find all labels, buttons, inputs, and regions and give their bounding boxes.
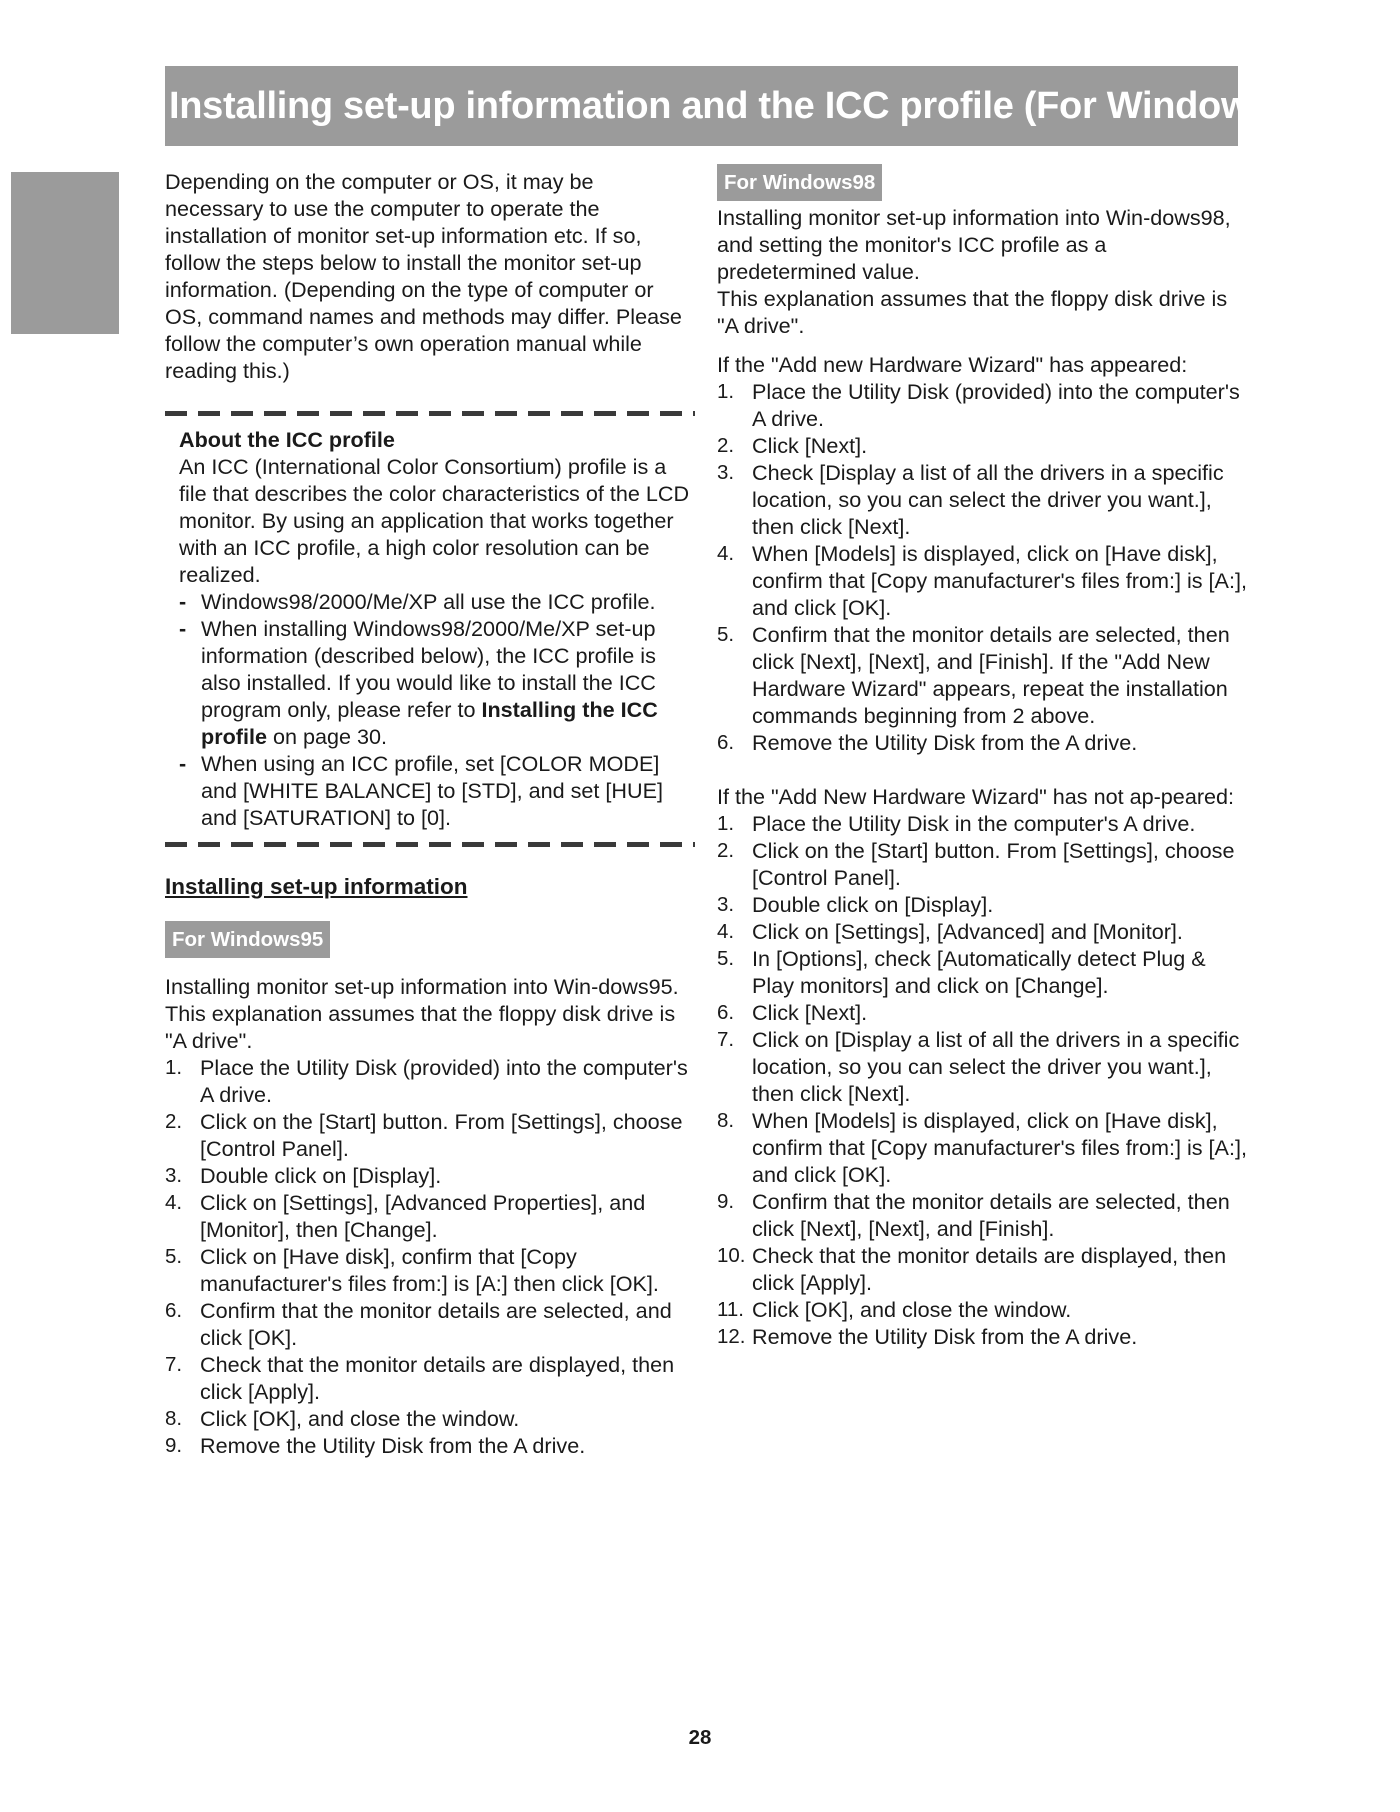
step-text: Check that the monitor details are displayed, then click [Apply]. (752, 1243, 1227, 1295)
step-item (717, 999, 1247, 1026)
step-item (717, 729, 1247, 756)
step-item (717, 1107, 1247, 1188)
step-item (717, 918, 1247, 945)
icc-bullet: - When using an ICC profile, set [COLOR MODE] and [WHITE BALANCE] to [STD], and set [HUE] and [SATURATION] to [0]. (179, 750, 695, 831)
step-text: Click [Next]. (752, 433, 868, 458)
step-text: When [Models] is displayed, click on [Have disk], confirm that [Copy manufacturer's files from:] is [A:], and click [OK]. (752, 541, 1247, 620)
step-item (165, 1297, 695, 1351)
win95-steps (165, 1054, 695, 1459)
step-number: 5. (717, 947, 735, 970)
icc-box-title: About the ICC profile (179, 427, 395, 452)
step-text: Double click on [Display]. (752, 892, 994, 917)
step-item (717, 540, 1247, 621)
step-number: 12. (717, 1325, 746, 1348)
step-item (717, 891, 1247, 918)
step-item (165, 1243, 695, 1297)
win98-case-wizard-not-appeared: If the "Add New Hardware Wizard" has not ap-peared: (717, 784, 1235, 809)
win95-drive-note: This explanation assumes that the floppy disk drive is "A drive". (165, 1001, 676, 1053)
step-item (717, 378, 1247, 432)
step-number: 4. (717, 920, 735, 943)
win95-intro: Installing monitor set-up information into Win-dows95. (165, 974, 679, 999)
section-heading: Installing set-up information (165, 874, 468, 899)
step-number: 7. (165, 1353, 183, 1376)
step-number: 1. (717, 812, 735, 835)
win98-intro: Installing monitor set-up information into Win-dows98, and setting the monitor's ICC profile as a predetermined value. (717, 205, 1231, 284)
step-item (717, 459, 1247, 540)
step-number: 2. (165, 1110, 183, 1133)
step-item (165, 1162, 695, 1189)
step-item (717, 945, 1247, 999)
windows98-badge: For Windows98 (717, 164, 882, 201)
step-number: 11. (717, 1298, 744, 1321)
step-text: Click on the [Start] button. From [Settings], choose [Control Panel]. (200, 1109, 683, 1161)
step-text: Confirm that the monitor details are selected, then click [Next], [Next], and [Finish]. If the "Add New Hardware Wizard" appears, repeat the installation commands beginning from 2 above. (752, 622, 1230, 728)
win98-case-wizard-appeared: If the "Add new Hardware Wizard" has appeared: (717, 352, 1188, 377)
step-item (717, 1188, 1247, 1242)
step-text: Click on the [Start] button. From [Settings], choose [Control Panel]. (752, 838, 1235, 890)
step-text: Click on [Settings], [Advanced Properties], and [Monitor], then [Change]. (200, 1190, 646, 1242)
step-text: Click on [Have disk], confirm that [Copy manufacturer's files from:] is [A:] then click [OK]. (200, 1244, 659, 1296)
step-text: Click [OK], and close the window. (752, 1297, 1072, 1322)
step-number: 5. (717, 623, 735, 646)
step-number: 1. (165, 1056, 183, 1079)
step-number: 3. (717, 461, 735, 484)
step-item (165, 1108, 695, 1162)
step-number: 6. (717, 1001, 735, 1024)
icc-profile-box (165, 416, 695, 842)
step-item (717, 837, 1247, 891)
win98-steps-wizard-appeared (717, 378, 1247, 756)
icc-page-reference: Installing the ICC profile (201, 697, 658, 749)
windows95-badge: For Windows95 (165, 921, 330, 958)
step-item (717, 432, 1247, 459)
win98-drive-note: This explanation assumes that the floppy disk drive is "A drive". (717, 286, 1228, 338)
step-number: 2. (717, 839, 735, 862)
left-column (165, 168, 695, 1459)
side-tab-marker (11, 172, 119, 334)
icc-bullet: - When installing Windows98/2000/Me/XP set-up information (described below), the ICC profile is also installed. If you would like to install the ICC program only, please refer to Installing the ICC profile on page 30. (179, 615, 695, 750)
icc-box-body: An ICC (International Color Consortium) profile is a file that describes the color characteristics of the LCD monitor. By using an application that works together with an ICC profile, a high color resolution can be realized. (179, 454, 690, 587)
step-item (717, 1296, 1247, 1323)
step-text: Check [Display a list of all the drivers in a specific location, so you can select the driver you want.], then click [Next]. (752, 460, 1224, 539)
win98-steps-wizard-not-appeared (717, 810, 1247, 1350)
step-item (165, 1432, 695, 1459)
step-text: When [Models] is displayed, click on [Have disk], confirm that [Copy manufacturer's files from:] is [A:], and click [OK]. (752, 1108, 1247, 1187)
intro-paragraph: Depending on the computer or OS, it may be necessary to use the computer to operate the installation of monitor set-up information etc. If so, follow the steps below to install the monitor set-up information. (Depending on the type of computer or OS, command names and methods may differ. Please follow the computer’s own operation manual while reading this.) (165, 169, 682, 383)
step-number: 2. (717, 434, 735, 457)
step-text: Click [Next]. (752, 1000, 868, 1025)
page-number: 28 (688, 1726, 712, 1749)
step-item (165, 1351, 695, 1405)
step-text: Place the Utility Disk in the computer's A drive. (752, 811, 1196, 836)
step-number: 3. (717, 893, 735, 916)
step-number: 9. (717, 1190, 735, 1213)
step-item (717, 810, 1247, 837)
step-number: 9. (165, 1434, 183, 1457)
icc-bullet: - Windows98/2000/Me/XP all use the ICC profile. (179, 588, 695, 615)
right-column (717, 168, 1247, 1350)
step-text: Place the Utility Disk (provided) into the computer's A drive. (200, 1055, 688, 1107)
step-text: In [Options], check [Automatically detect Plug & Play monitors] and click on [Change]. (752, 946, 1206, 998)
step-item (717, 1026, 1247, 1107)
step-number: 10. (717, 1244, 746, 1267)
divider-bottom (165, 842, 695, 847)
step-number: 6. (165, 1299, 183, 1322)
step-text: Click on [Settings], [Advanced] and [Monitor]. (752, 919, 1183, 944)
step-number: 7. (717, 1028, 735, 1051)
step-number: 8. (717, 1109, 735, 1132)
step-text: Check that the monitor details are displayed, then click [Apply]. (200, 1352, 675, 1404)
step-number: 3. (165, 1164, 183, 1187)
step-text: Remove the Utility Disk from the A drive. (752, 1324, 1138, 1349)
step-number: 5. (165, 1245, 183, 1268)
step-item (165, 1405, 695, 1432)
step-text: Double click on [Display]. (200, 1163, 442, 1188)
step-number: 6. (717, 731, 735, 754)
step-item (717, 621, 1247, 729)
step-number: 4. (717, 542, 735, 565)
step-text: Remove the Utility Disk from the A drive. (200, 1433, 586, 1458)
step-item (165, 1054, 695, 1108)
step-text: Click [OK], and close the window. (200, 1406, 520, 1431)
step-item (717, 1242, 1247, 1296)
step-number: 1. (717, 380, 735, 403)
step-item (165, 1189, 695, 1243)
icc-bullet-list (179, 588, 695, 831)
page-title: Installing set-up information and the ICC profile (For Windows) (165, 66, 1238, 146)
step-number: 8. (165, 1407, 183, 1430)
step-number: 4. (165, 1191, 183, 1214)
step-text: Click on [Display a list of all the drivers in a specific location, so you can select the driver you want.], then click [Next]. (752, 1027, 1240, 1106)
step-text: Confirm that the monitor details are selected, and click [OK]. (200, 1298, 672, 1350)
step-item (717, 1323, 1247, 1350)
step-text: Remove the Utility Disk from the A drive. (752, 730, 1138, 755)
step-text: Confirm that the monitor details are selected, then click [Next], [Next], and [Finish]. (752, 1189, 1230, 1241)
step-text: Place the Utility Disk (provided) into the computer's A drive. (752, 379, 1240, 431)
